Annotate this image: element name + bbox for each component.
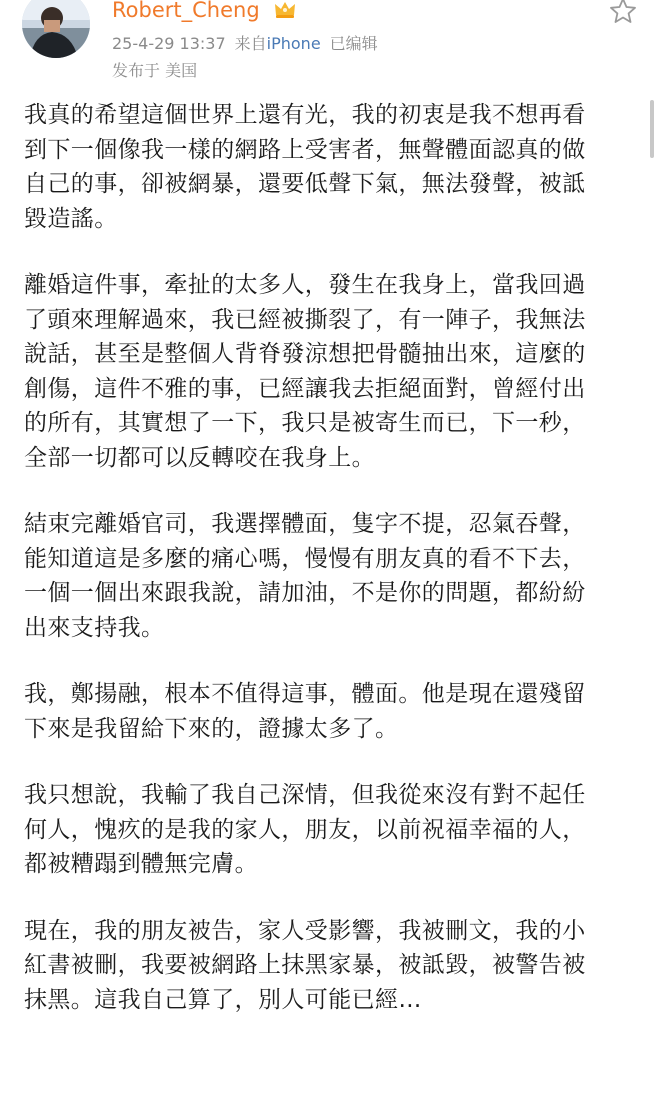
text-line: 說話，甚至是整個人背脊發涼想把骨髓抽出來，這麼的: [24, 341, 586, 367]
text-line: 何人，愧疚的是我的家人，朋友，以前祝福幸福的人，: [24, 816, 586, 843]
post-header: [0, 0, 660, 90]
avatar-image: [22, 0, 90, 58]
scrollbar[interactable]: [650, 100, 654, 158]
text-line: 結束完離婚官司，我選擇體面，隻字不提，忍氣吞聲，: [24, 511, 586, 537]
post-paragraph: [24, 914, 644, 1018]
source-prefix: 来自: [234, 34, 267, 53]
text-line: 我只想說，我輸了我自己深情，但我從來沒有對不起任: [24, 782, 586, 808]
post-date: 25-4-29 13:37: [112, 34, 226, 53]
avatar[interactable]: [22, 0, 90, 58]
text-line: 都被糟蹋到體無完膚。: [24, 851, 258, 877]
text-line: 離婚這件事，牽扯的太多人，發生在我身上，當我回過: [24, 272, 586, 298]
post-location: 发布于 美国: [112, 61, 198, 80]
post-paragraph: [24, 507, 644, 645]
text-line: 我，鄭揚融，根本不值得這事，體面。他是現在還殘留: [24, 681, 586, 707]
text-line: 自己的事，卻被網暴，還要低聲下氣，無法發聲，被詆: [24, 171, 586, 197]
text-line: 一個一個出來跟我說，請加油，不是你的問題，都紛紛: [24, 580, 586, 606]
post-meta: [112, 33, 387, 55]
text-line: 紅書被刪，我要被網路上抹黑家暴，被詆毀，被警告被: [24, 952, 586, 978]
post-paragraph: [24, 778, 644, 882]
text-line: 出來支持我。: [24, 614, 165, 641]
device-link[interactable]: iPhone: [266, 34, 321, 53]
star-outline-icon[interactable]: [608, 0, 638, 26]
post-paragraph: [24, 677, 644, 746]
text-line: 的所有，其實想了一下，我只是被寄生而已，下一秒，: [24, 410, 586, 436]
crown-vip-icon[interactable]: [273, 0, 297, 21]
text-line: 我真的希望這個世界上還有光，我的初衷是我不想再看: [24, 102, 586, 128]
text-line: 了頭來理解過來，我已經被撕裂了，有一陣子，我無法: [24, 306, 586, 333]
text-line: 創傷，這件不雅的事，已經讓我去拒絕面對，曾經付出: [24, 375, 586, 402]
text-line: 到下一個像我一樣的網路上受害者，無聲體面認真的做: [24, 136, 586, 163]
edited-label[interactable]: 已编辑: [329, 34, 378, 53]
text-line: 下來是我留給下來的，證據太多了。: [24, 715, 399, 742]
post-paragraph: [24, 268, 644, 475]
text-line: 毀造謠。: [24, 205, 118, 232]
text-line: 能知道這是多麼的痛心嗎，慢慢有朋友真的看不下去，: [24, 545, 586, 572]
post-paragraph: [24, 98, 644, 236]
username[interactable]: Robert_Cheng: [112, 0, 260, 22]
text-line: 全部一切都可以反轉咬在我身上。: [24, 444, 375, 471]
post-body: [24, 98, 644, 1017]
text-line: 抹黑。這我自己算了，別人可能已經…: [24, 986, 422, 1013]
text-line: 現在，我的朋友被告，家人受影響，我被刪文，我的小: [24, 917, 586, 944]
